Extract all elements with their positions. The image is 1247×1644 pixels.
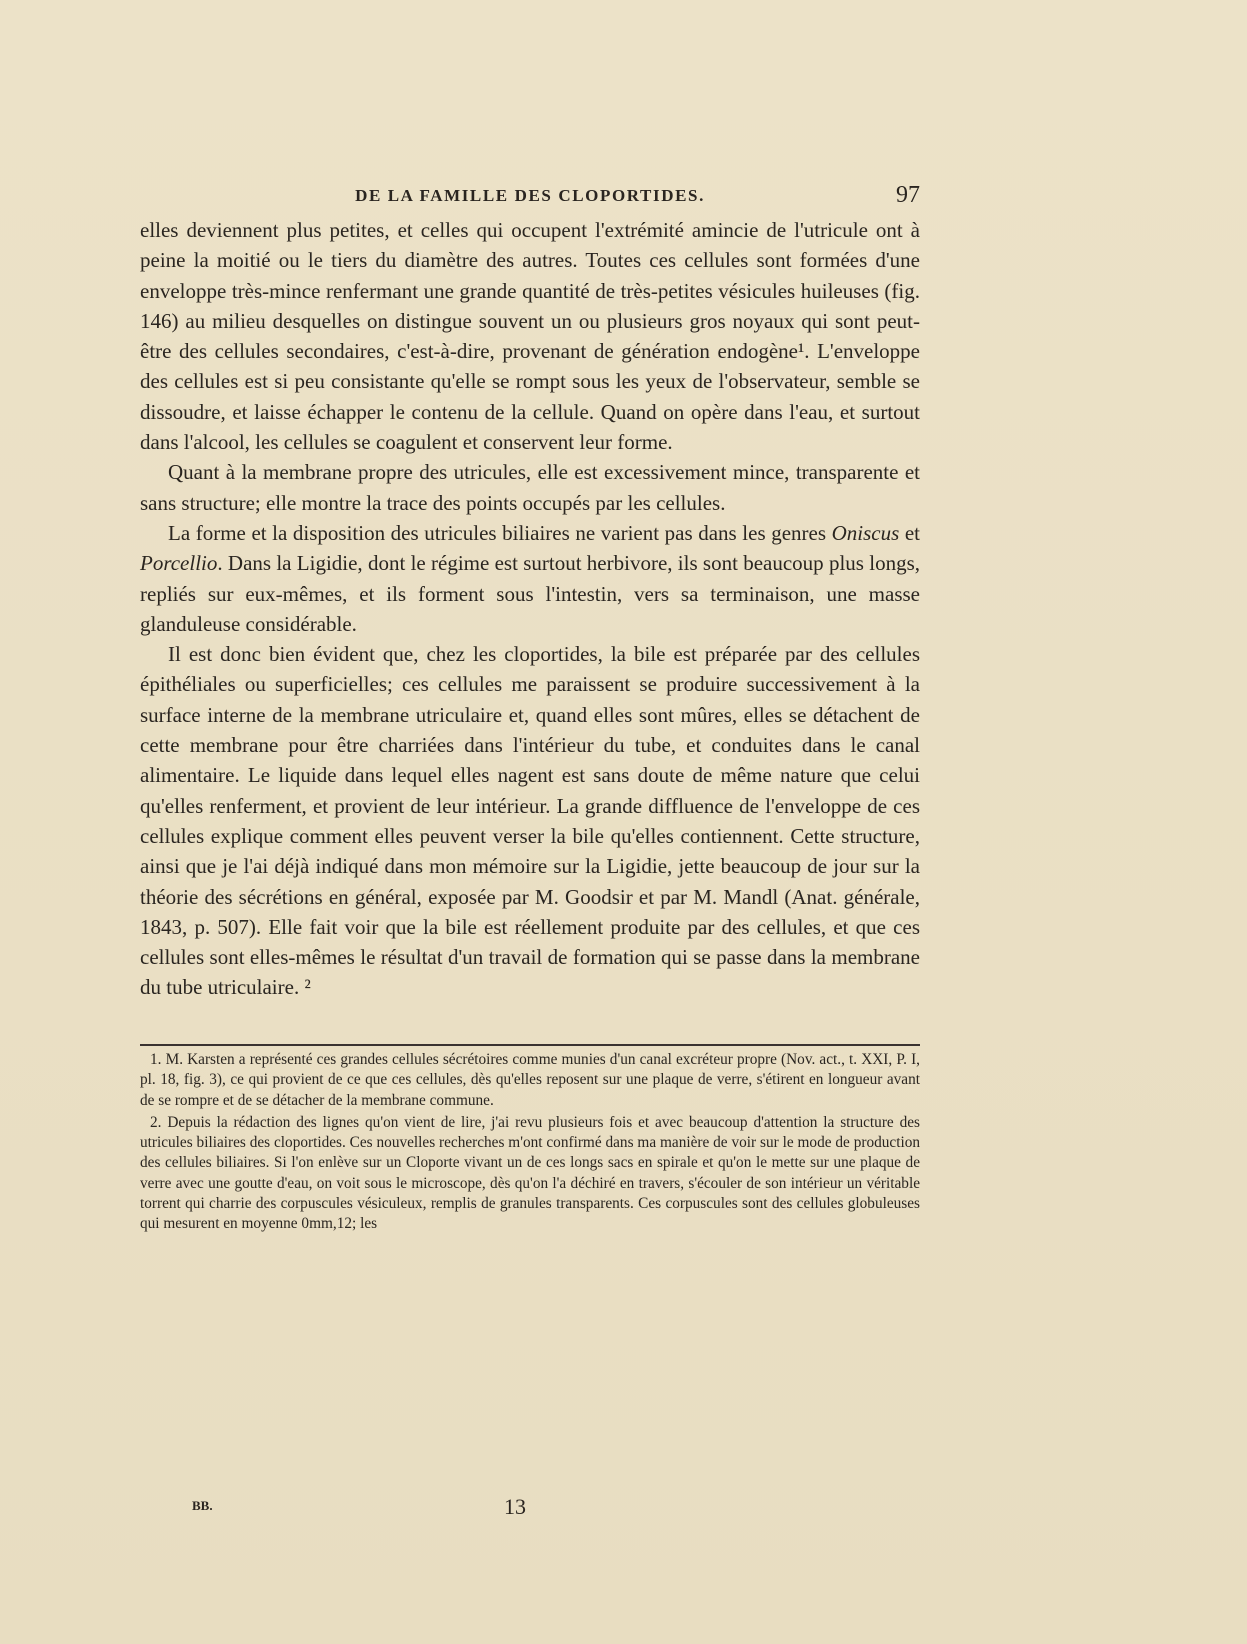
signature-row <box>140 1496 920 1522</box>
footnote-rule <box>140 1044 920 1046</box>
footnotes <box>140 1050 920 1235</box>
italic-term: Porcellio <box>140 551 218 576</box>
running-title: DE LA FAMILLE DES CLOPORTIDES. <box>355 186 705 205</box>
footnote-2: 2. Depuis la rédaction des lignes qu'on vient de lire, j'ai revu plusieurs fois et avec beaucoup d'attention la structure des utricules biliaires des cloportides. Ces nouvelles recherches m'ont confirmé dans ma manière de voir sur le mode de production des cellules biliaires. Si l'on enlève sur un Cloporte vivant un de ces longs sacs en spirale et qu'on le mette sur une plaque de verre avec une goutte d'eau, on voit sous le microscope, dès qu'on l'a déchiré en travers, s'écouler de son intérieur un véritable torrent qui charrie des corpuscules vésiculeux, remplis de granules transparents. Ces corpuscules sont des cellules globuleuses qui mesurent en moyenne 0mm,12; les <box>140 1113 920 1233</box>
paragraph-3: La forme et la disposition des utricules biliaires ne varient pas dans les genres Oniscus et Porcellio. Dans la Ligidie, dont le régime est surtout herbivore, ils sont beaucoup plus longs, repliés sur eux-mêmes, et ils forment sous l'intestin, vers sa terminaison, une masse glanduleuse considérable. <box>140 520 921 636</box>
paragraph-1: elles deviennent plus petites, et celles qui occupent l'extrémité amincie de l'utricule ont à peine la moitié ou le tiers du diamètre des autres. Toutes ces cellules sont formées d'une enveloppe très-mince renfermant une grande quantité de très-petites vésicules huileuses (fig. 146) au milieu desquelles on distingue souvent un ou plusieurs gros noyaux qui sont peut-être des cellules secondaires, c'est-à-dire, provenant de génération endogène¹. L'enveloppe des cellules est si peu consistante qu'elle se rompt sous les yeux de l'observateur, semble se dissoudre, et laisse échapper le contenu de la cellule. Quand on opère dans l'eau, et surtout dans l'alcool, les cellules se coagulent et conservent leur forme. <box>140 218 920 455</box>
footnote-1: 1. M. Karsten a représenté ces grandes cellules sécrétoires comme munies d'un canal excréteur propre (Nov. act., t. XXI, P. I, pl. 18, fig. 3), ce qui provient de ce que ces cellules, dès qu'elles reposent sur une plaque de verre, s'étirent en longueur avant de se rompre et de se détacher de la membrane commune. <box>140 1051 920 1109</box>
paragraph-4: Il est donc bien évident que, chez les cloportides, la bile est préparée par des cellules épithéliales ou superficielles; ces cellules me paraissent se produire successivement à la surface interne de la membrane utriculaire et, quand elles sont mûres, elles se détachent de cette membrane pour être charriées dans l'intérieur du tube, et conduites dans le canal alimentaire. Le liquide dans lequel elles nagent est sans doute de même nature que celui qu'elles renferment, et provient de leur intérieur. La grande diffluence de l'enveloppe de ces cellules explique comment elles peuvent verser la bile qu'elles contiennent. Cette structure, ainsi que je l'ai déjà indiqué dans mon mémoire sur la Ligidie, jette beaucoup de jour sur la théorie des sécrétions en général, exposée par M. Goodsir et par M. Mandl (Anat. générale, 1843, p. 507). Elle fait voir que la bile est réellement produite par des cellules, et que ces cellules sont elles-mêmes le résultat d'un travail de formation qui se passe dans la membrane du tube utriculaire. ² <box>140 642 920 1000</box>
page-number: 97 <box>896 182 920 208</box>
running-head <box>140 182 920 210</box>
body-text <box>140 215 920 1003</box>
signature-number: 13 <box>504 1494 526 1519</box>
signature-mark: BB. <box>192 1498 213 1513</box>
paragraph-2: Quant à la membrane propre des utricules, elle est excessivement mince, transparente et sans structure; elle montre la trace des points occupés par les cellules. <box>140 460 920 515</box>
italic-term: Oniscus <box>831 520 900 545</box>
